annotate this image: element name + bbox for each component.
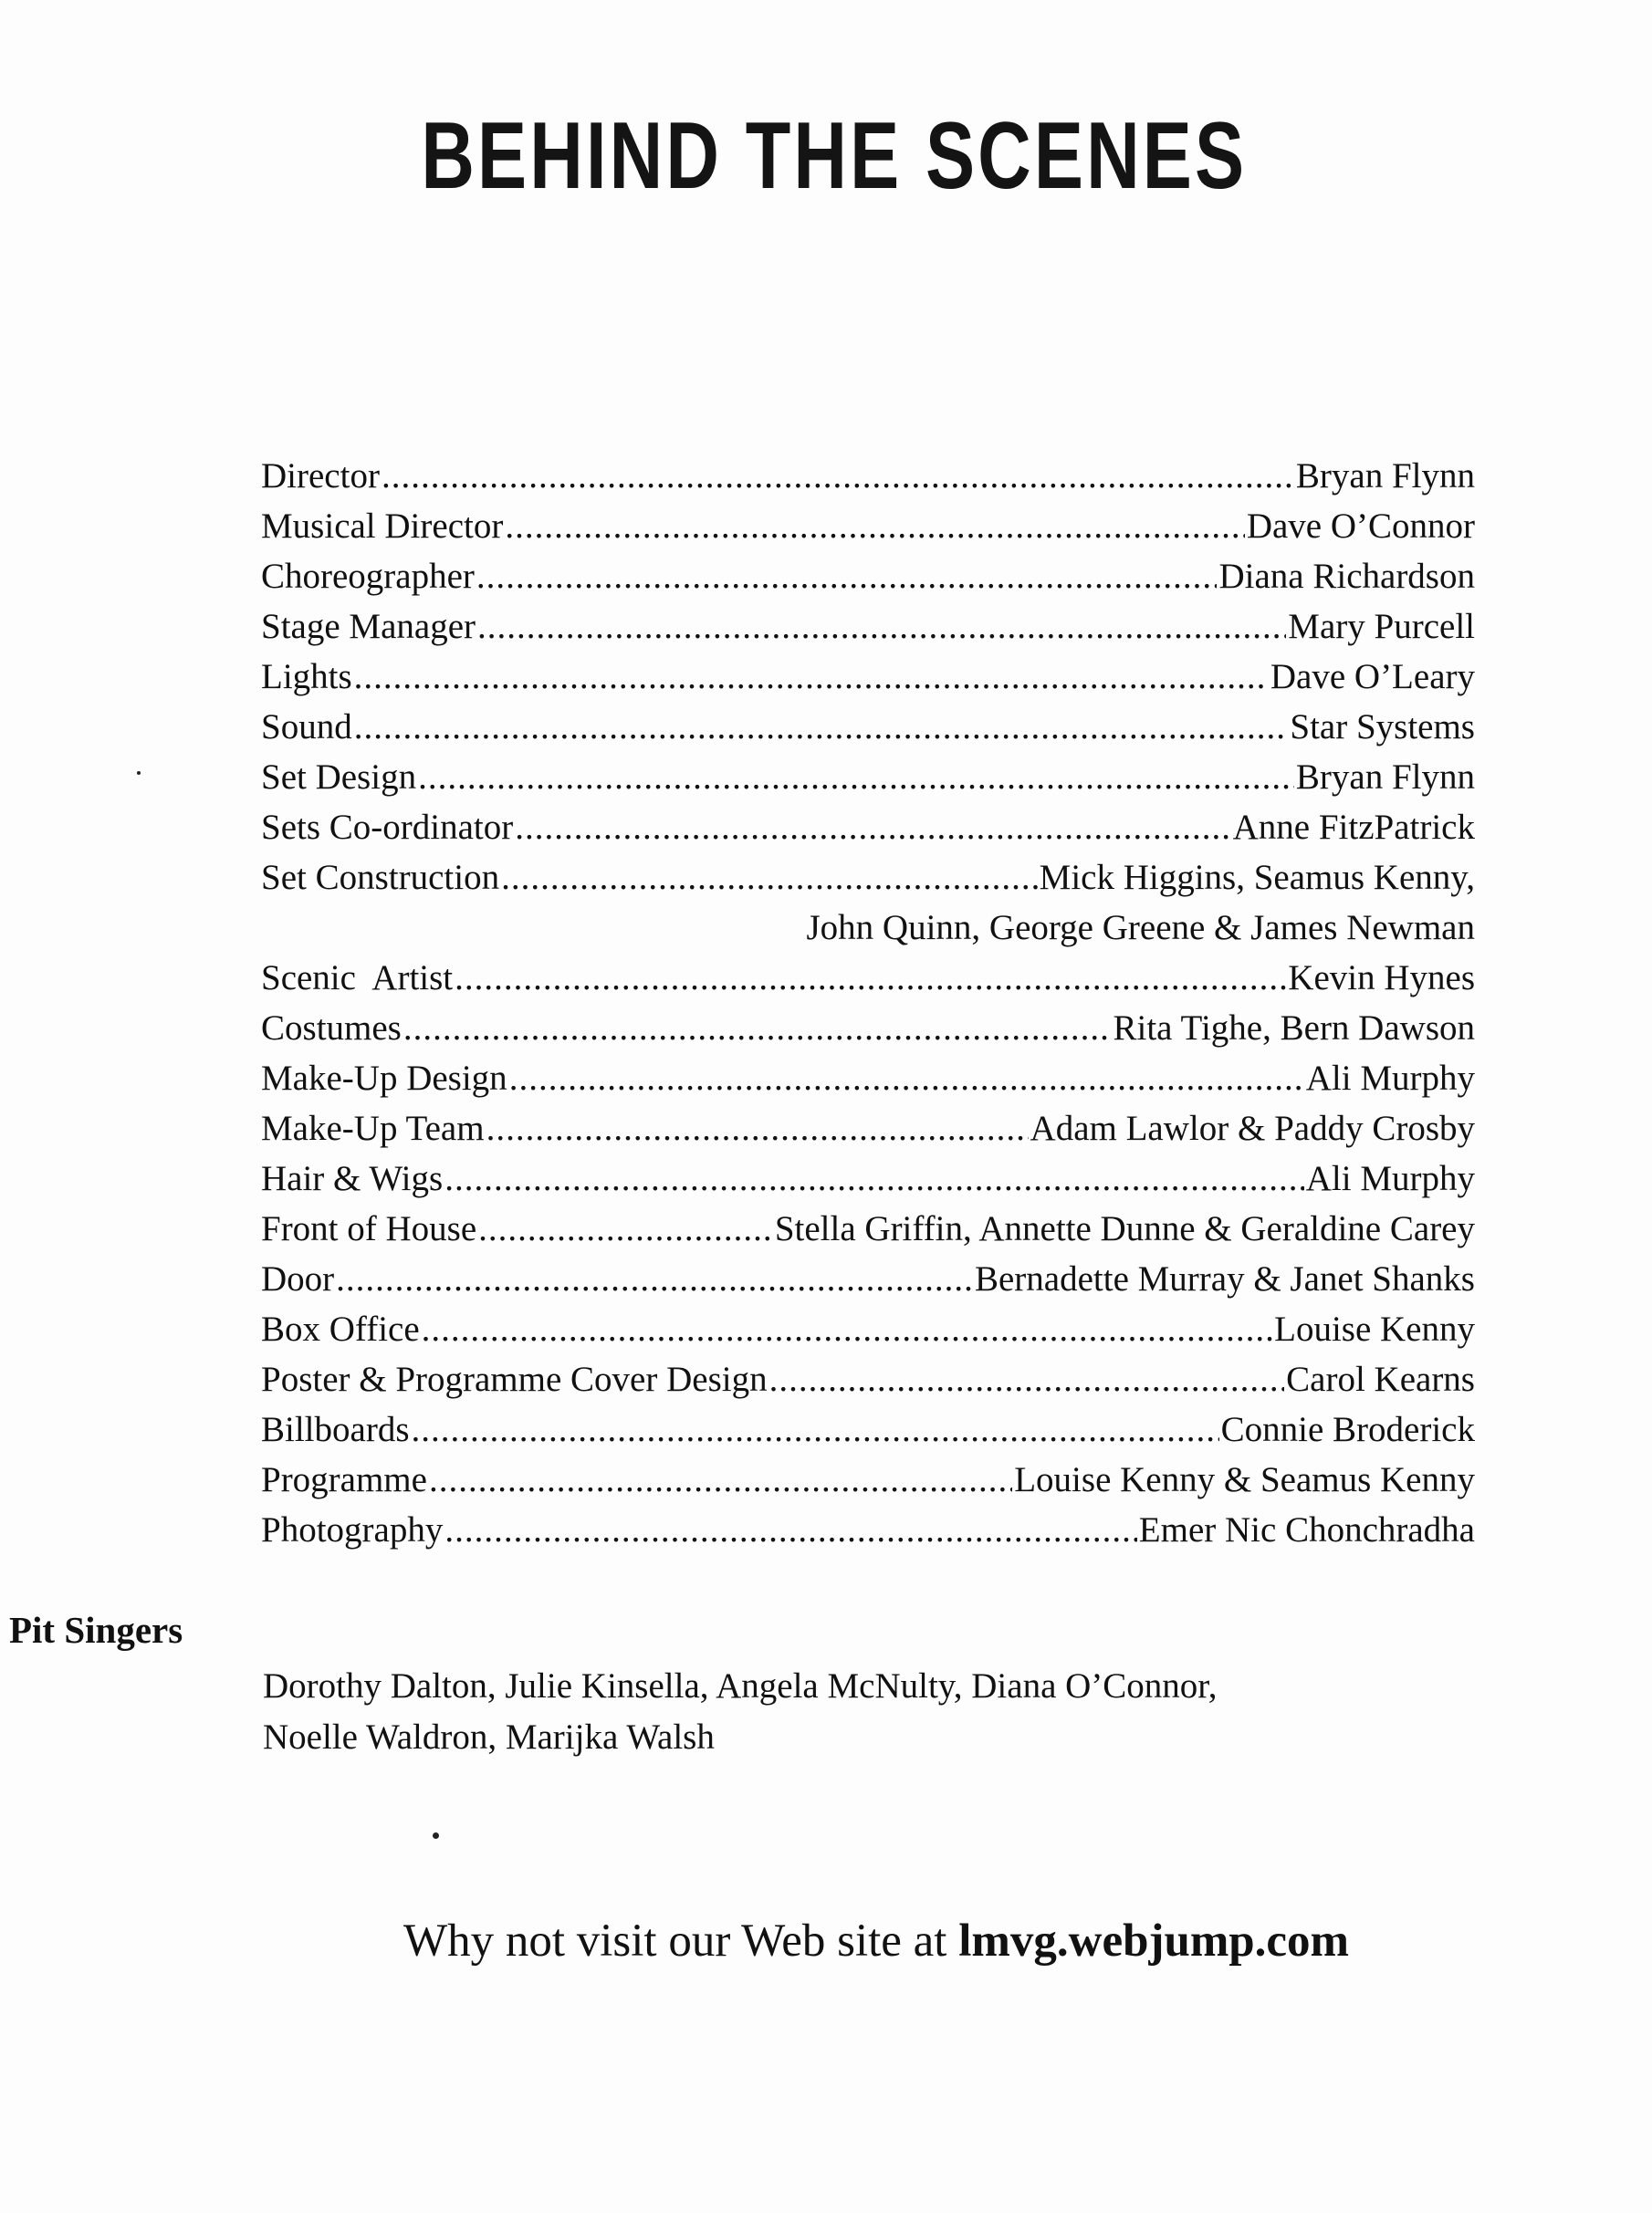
credit-role: Choreographer [261,557,475,596]
credit-row-programme [261,1455,1475,1505]
pit-singers-names [263,1661,1449,1763]
credit-name: Bernadette Murray & Janet Shanks [974,1259,1475,1299]
pit-singers-line: Noelle Waldron, Marijka Walsh [263,1717,715,1757]
credit-role: Scenic Artist [261,958,454,997]
credit-row-photography [261,1505,1475,1555]
credit-row-billboards [261,1404,1475,1455]
credit-row-sound [261,702,1475,752]
credit-role: Set Design [261,757,417,797]
credit-row-door [261,1254,1475,1304]
credit-row-musical-director [261,501,1475,551]
credit-name: Dave O’Connor [1246,506,1475,546]
dot-leader [412,1404,1219,1455]
credit-role: Lights [261,657,352,696]
credit-role: Costumes [261,1008,402,1048]
dot-leader [501,852,1038,903]
credit-row-stage-manager [261,601,1475,652]
credit-role: Sets Co-ordinator [261,808,514,847]
credit-row-director [261,451,1475,501]
dot-leader [769,1354,1285,1404]
credit-role: Sound [261,707,352,746]
credit-role: Door [261,1259,335,1299]
credit-name: Connie Broderick [1220,1410,1475,1449]
website-link[interactable]: lmvg.webjump.com [958,1915,1350,1967]
credit-name: Adam Lawlor & Paddy Crosby [1030,1109,1475,1148]
credit-row-poster-design [261,1354,1475,1404]
credits-list [261,451,1475,1555]
dot-leader [354,652,1269,702]
dot-leader [444,1153,1304,1204]
pit-singers-heading: Pit Singers [9,1609,183,1651]
credit-row-makeup-design [261,1053,1475,1103]
credit-name: Star Systems [1290,707,1475,746]
dot-leader [477,601,1286,652]
credit-row-sets-coordinator [261,802,1475,852]
credit-name: Anne FitzPatrick [1232,808,1475,847]
credit-row-costumes [261,1003,1475,1053]
credit-row-lights [261,652,1475,702]
pit-singers-line: Dorothy Dalton, Julie Kinsella, Angela McNulty, Diana O’Connor, [263,1666,1218,1706]
credit-role: Photography [261,1510,444,1550]
dot-leader [455,953,1286,1003]
credit-role: Stage Manager [261,607,476,646]
credit-name: Ali Murphy [1305,1059,1475,1098]
dot-leader [422,1304,1272,1354]
credit-name: Carol Kearns [1286,1360,1475,1399]
credit-row-set-design [261,752,1475,802]
dot-leader [429,1455,1012,1505]
credit-role: Set Construction [261,858,500,897]
credit-name: Mick Higgins, Seamus Kenny, [1039,858,1475,897]
credit-row-choreographer [261,551,1475,601]
credit-name: Kevin Hynes [1288,958,1475,997]
dot-leader [478,1204,773,1254]
credit-row-front-of-house [261,1204,1475,1254]
dot-leader [418,752,1294,802]
website-footer [0,1915,1652,1968]
page-title: BEHIND THE SCENES [421,103,1248,209]
credit-row-scenic-artist [261,953,1475,1003]
credit-name: Bryan Flynn [1295,456,1475,496]
credit-role: Musical Director [261,506,504,546]
dot-leader [354,702,1289,752]
credit-role: Front of House [261,1209,477,1248]
dot-leader [476,551,1218,601]
credit-name: Dave O’Leary [1270,657,1475,696]
credit-name: Diana Richardson [1218,557,1475,596]
dot-leader [444,1505,1136,1555]
dot-leader [509,1053,1304,1103]
credit-name: Bryan Flynn [1295,757,1475,797]
credit-role: Billboards [261,1410,410,1449]
credit-role: Hair & Wigs [261,1159,444,1198]
credit-name: Louise Kenny [1274,1310,1475,1349]
credit-name: Mary Purcell [1288,607,1475,646]
credit-row-hair-wigs [261,1153,1475,1204]
credit-name: Rita Tighe, Bern Dawson [1113,1008,1475,1048]
credit-row-box-office [261,1304,1475,1354]
credit-name: Emer Nic Chonchradha [1138,1510,1475,1550]
credit-role: Make-Up Design [261,1059,507,1098]
credit-role: Programme [261,1460,427,1499]
footer-text: Why not visit our Web site at [403,1915,959,1967]
credit-role: Make-Up Team [261,1109,485,1148]
credit-name: Louise Kenny & Seamus Kenny [1014,1460,1475,1499]
credit-row-makeup-team [261,1103,1475,1153]
credit-name: Stella Griffin, Annette Dunne & Geraldine Carey [774,1209,1475,1248]
dot-leader [336,1254,973,1304]
dot-leader [505,501,1244,551]
credit-continuation: John Quinn, George Greene & James Newman [806,908,1475,947]
dot-leader [515,802,1230,852]
dot-leader [403,1003,1112,1053]
credit-role: Box Office [261,1310,420,1349]
print-speck [137,771,141,775]
credit-role: Director [261,456,380,496]
credit-name: Ali Murphy [1305,1159,1475,1198]
dot-leader [382,451,1294,501]
credit-row-set-construction [261,852,1475,903]
dot-leader [486,1103,1029,1153]
credit-role: Poster & Programme Cover Design [261,1360,768,1399]
print-speck [433,1832,439,1839]
